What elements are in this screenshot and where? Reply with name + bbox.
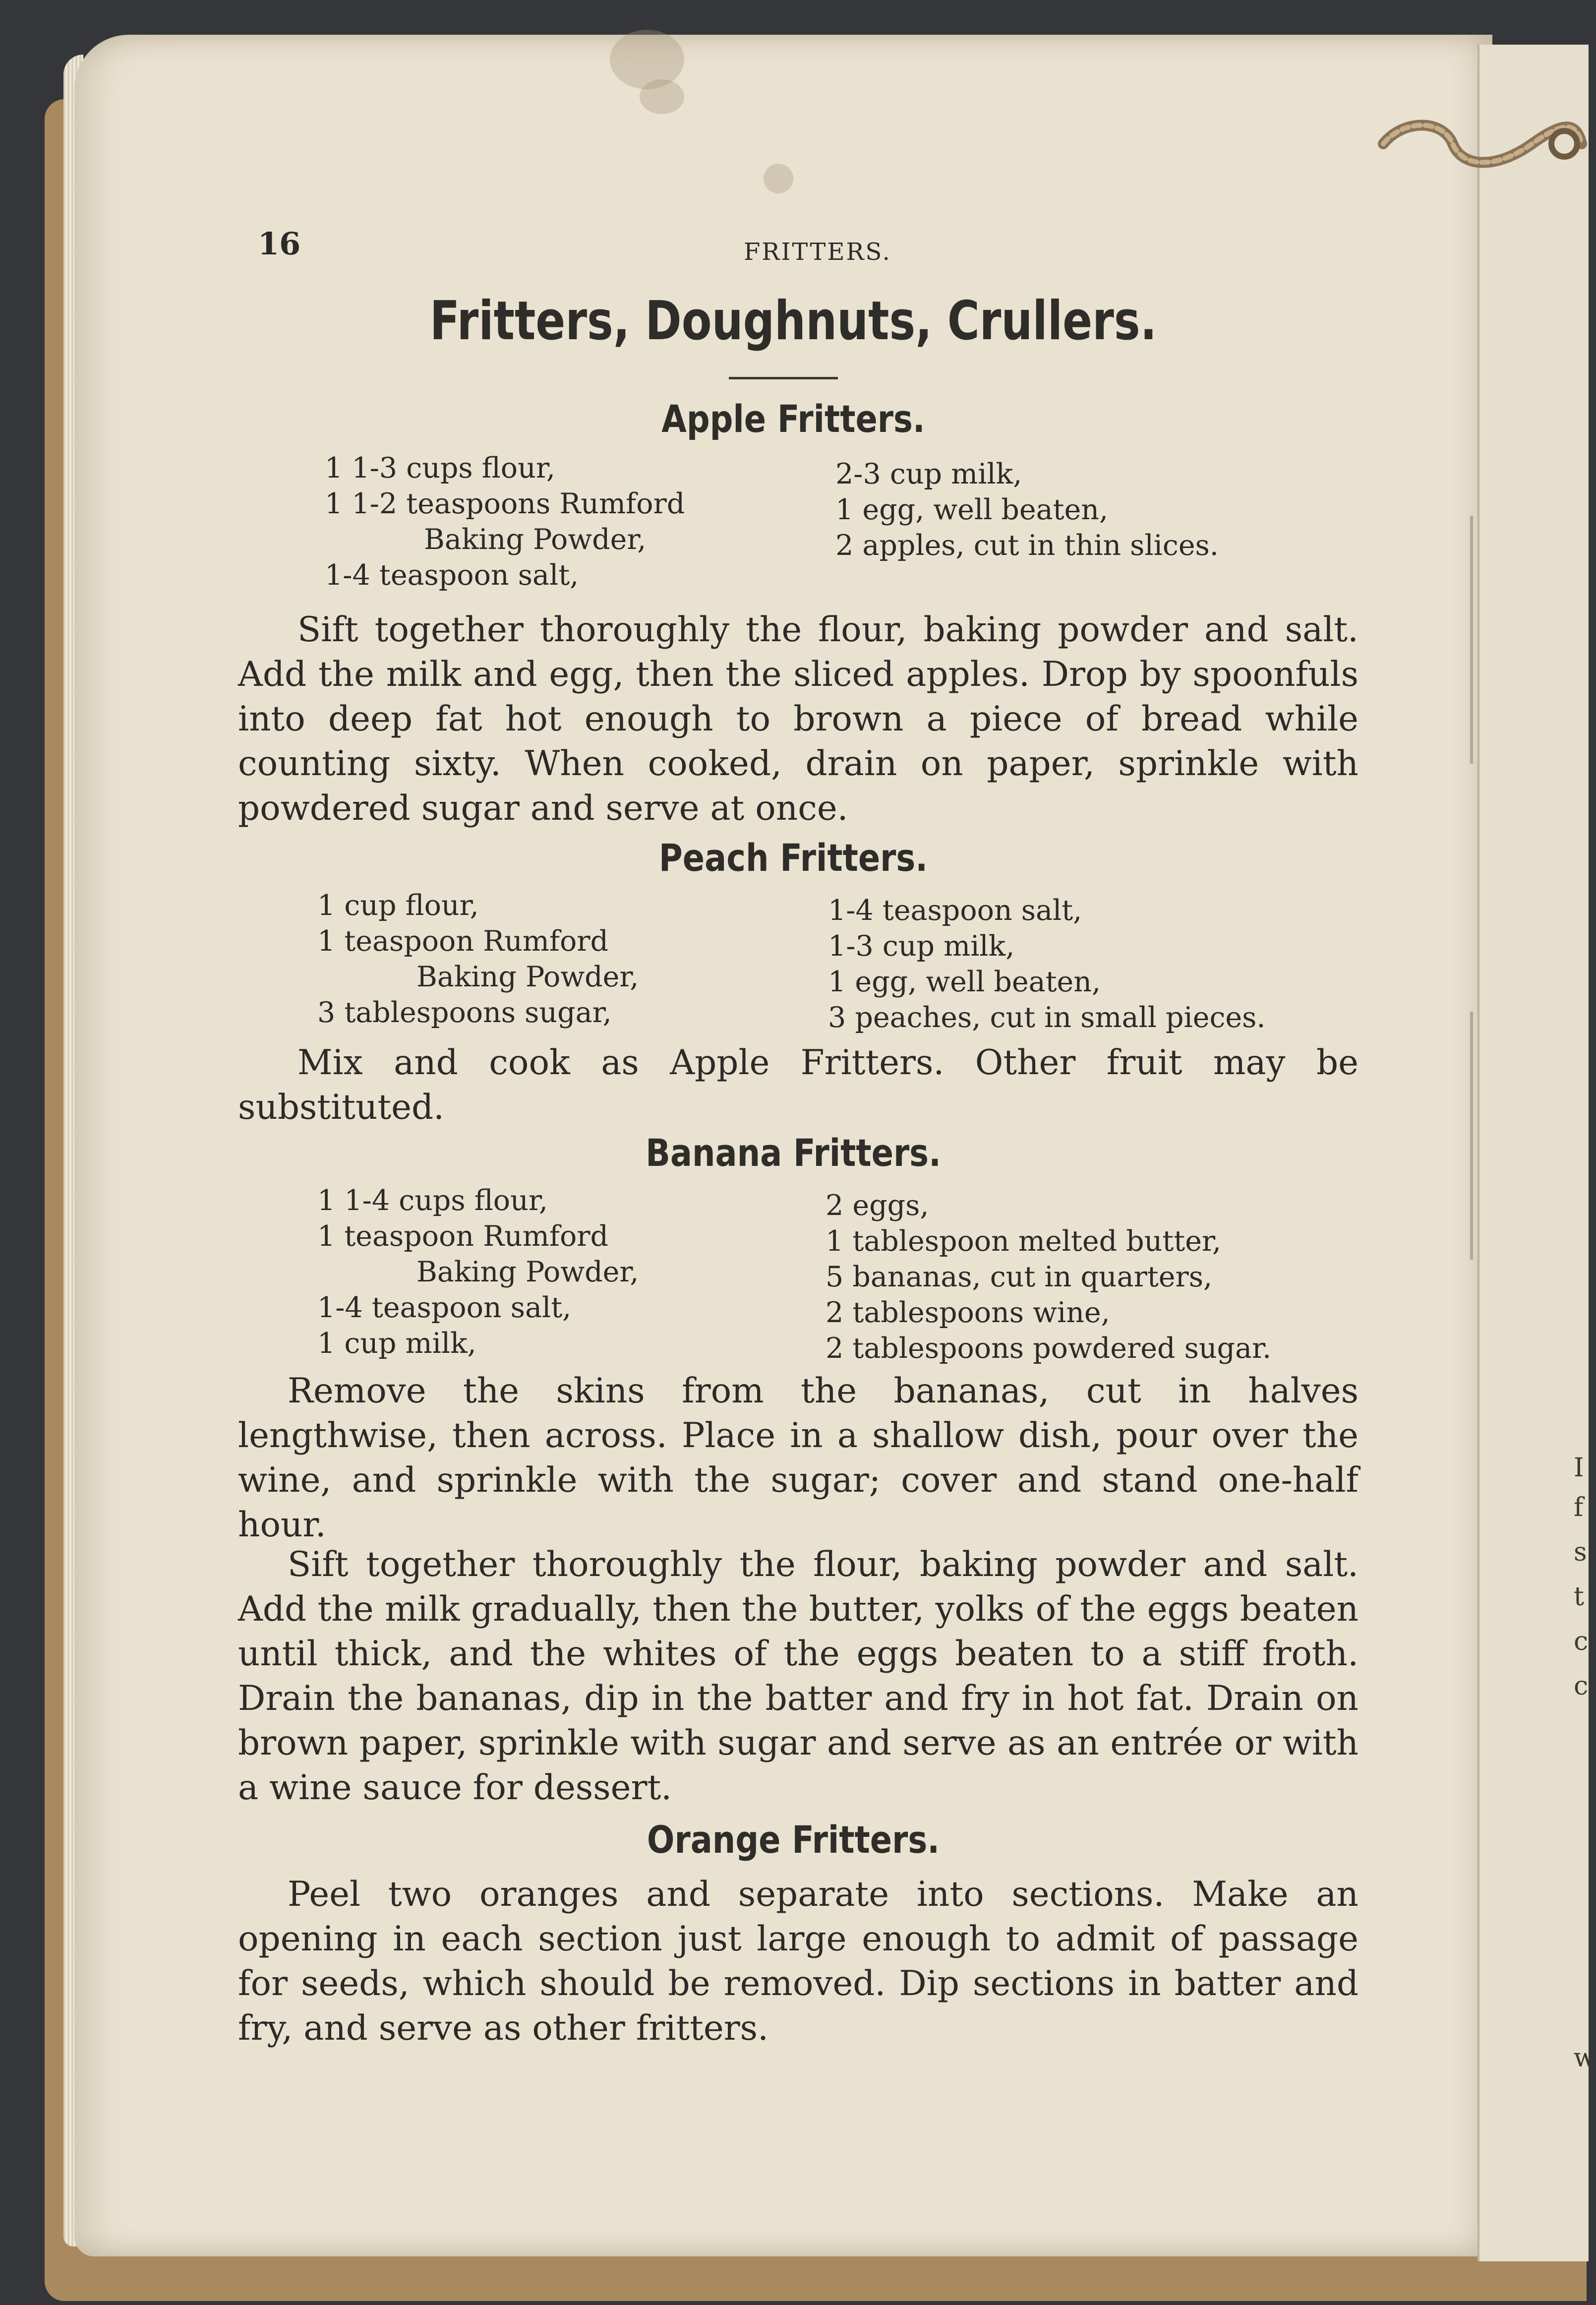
ingredient-line: 1 teaspoon Rumford — [317, 925, 609, 958]
running-head: FRITTERS. — [744, 238, 891, 266]
page-stain — [640, 79, 684, 114]
ingredient-line: 1-4 teaspoon salt, — [317, 1291, 572, 1324]
ingredient-line: 1 egg, well beaten, — [835, 493, 1109, 526]
ingredient-line: 1 1-4 cups flour, — [317, 1184, 548, 1217]
facing-page-letter: c — [1574, 1627, 1589, 1656]
ingredient-line: 2 tablespoons powdered sugar. — [826, 1332, 1272, 1365]
banana-ingredients-right — [826, 1188, 1271, 1366]
ingredient-line: Baking Powder, — [424, 523, 647, 556]
ingredient-line: 2-3 cup milk, — [835, 458, 1022, 490]
peach-fritters-title: Peach Fritters. — [658, 836, 928, 880]
ingredient-line: 1 cup flour, — [317, 889, 479, 922]
ingredient-line: 2 tablespoons wine, — [826, 1296, 1110, 1329]
peach-ingredients-right — [828, 893, 1266, 1035]
ingredient-line: 1 teaspoon Rumford — [317, 1220, 609, 1253]
ingredient-line: Baking Powder, — [416, 1256, 639, 1288]
chapter-title: Fritters, Doughnuts, Crullers. — [429, 290, 1157, 352]
facing-page-letter: f — [1574, 1493, 1584, 1522]
ingredient-line: 1 1-2 teaspoons Rumford — [325, 487, 685, 520]
page-stain — [764, 164, 793, 193]
apple-fritters-title: Apple Fritters. — [661, 397, 925, 441]
banana-directions-1: Remove the skins from the bananas, cut in halves lengthwise, then across. Place in a shallow dish, pour over the wine, and sprinkle with the sugar; cover and stand one-half hour. — [238, 1371, 1359, 1545]
peach-ingredients-left — [317, 888, 639, 1031]
ingredient-line: Baking Powder, — [416, 961, 639, 993]
ingredient-line: 5 bananas, cut in quarters, — [826, 1261, 1213, 1293]
facing-page-letter: c — [1574, 1671, 1589, 1701]
banana-ingredients-left — [317, 1183, 639, 1361]
orange-fritters-title: Orange Fritters. — [647, 1818, 940, 1862]
apple-directions: Sift together thoroughly the flour, baking powder and salt. Add the milk and egg, then the sliced apples. Drop by spoonfuls into deep fat hot enough to brown a piece of bread while counting sixty. When cooked, drain on paper, sprinkle with powdered sugar and serve at once. — [238, 610, 1359, 828]
apple-ingredients-left — [325, 450, 685, 593]
facing-page-letter: s — [1574, 1537, 1587, 1567]
binding-string-icon — [1368, 114, 1587, 174]
facing-page-letter: t — [1574, 1582, 1584, 1612]
ingredient-line: 3 peaches, cut in small pieces. — [828, 1001, 1266, 1034]
ingredient-line: 1-4 teaspoon salt, — [828, 894, 1082, 927]
page-number: 16 — [258, 226, 301, 262]
apple-ingredients-right — [835, 456, 1219, 563]
ingredient-line: 1 1-3 cups flour, — [325, 452, 555, 485]
ingredient-line: 1 tablespoon melted butter, — [826, 1225, 1222, 1258]
banana-directions-2: Sift together thoroughly the flour, baking powder and salt. Add the milk gradually, then the butter, yolks of the eggs beaten until thick, and the whites of the eggs beaten to a stiff froth. Drain the bananas, dip in the batter and fry in hot fat. Drain on brown paper, sprinkle with sugar and serve as an entrée or with a wine sauce for dessert. — [238, 1545, 1359, 1808]
facing-page-edge — [1478, 45, 1596, 2261]
facing-page-letter: I — [1574, 1453, 1584, 1483]
ingredient-line: 1-4 teaspoon salt, — [325, 559, 579, 592]
ingredient-line: 2 eggs, — [826, 1189, 929, 1222]
ingredient-line: 1-3 cup milk, — [828, 930, 1015, 963]
ingredient-line: 1 egg, well beaten, — [828, 966, 1101, 998]
peach-directions: Mix and cook as Apple Fritters. Other fruit may be substituted. — [238, 1043, 1359, 1127]
gutter-shadow — [1470, 516, 1473, 1756]
orange-directions: Peel two oranges and separate into sections. Make an opening in each section just large enough to admit of passage for seeds, which should be removed. Dip sections in batter and fry, and serve as other fritters. — [238, 1875, 1359, 2048]
title-rule — [729, 377, 838, 379]
banana-fritters-title: Banana Fritters. — [646, 1131, 941, 1175]
facing-page-letter: w — [1574, 2043, 1596, 2073]
page-stain — [610, 30, 684, 89]
ingredient-line: 1 cup milk, — [317, 1327, 476, 1360]
ingredient-line: 3 tablespoons sugar, — [317, 996, 612, 1029]
ingredient-line: 2 apples, cut in thin slices. — [835, 529, 1219, 562]
